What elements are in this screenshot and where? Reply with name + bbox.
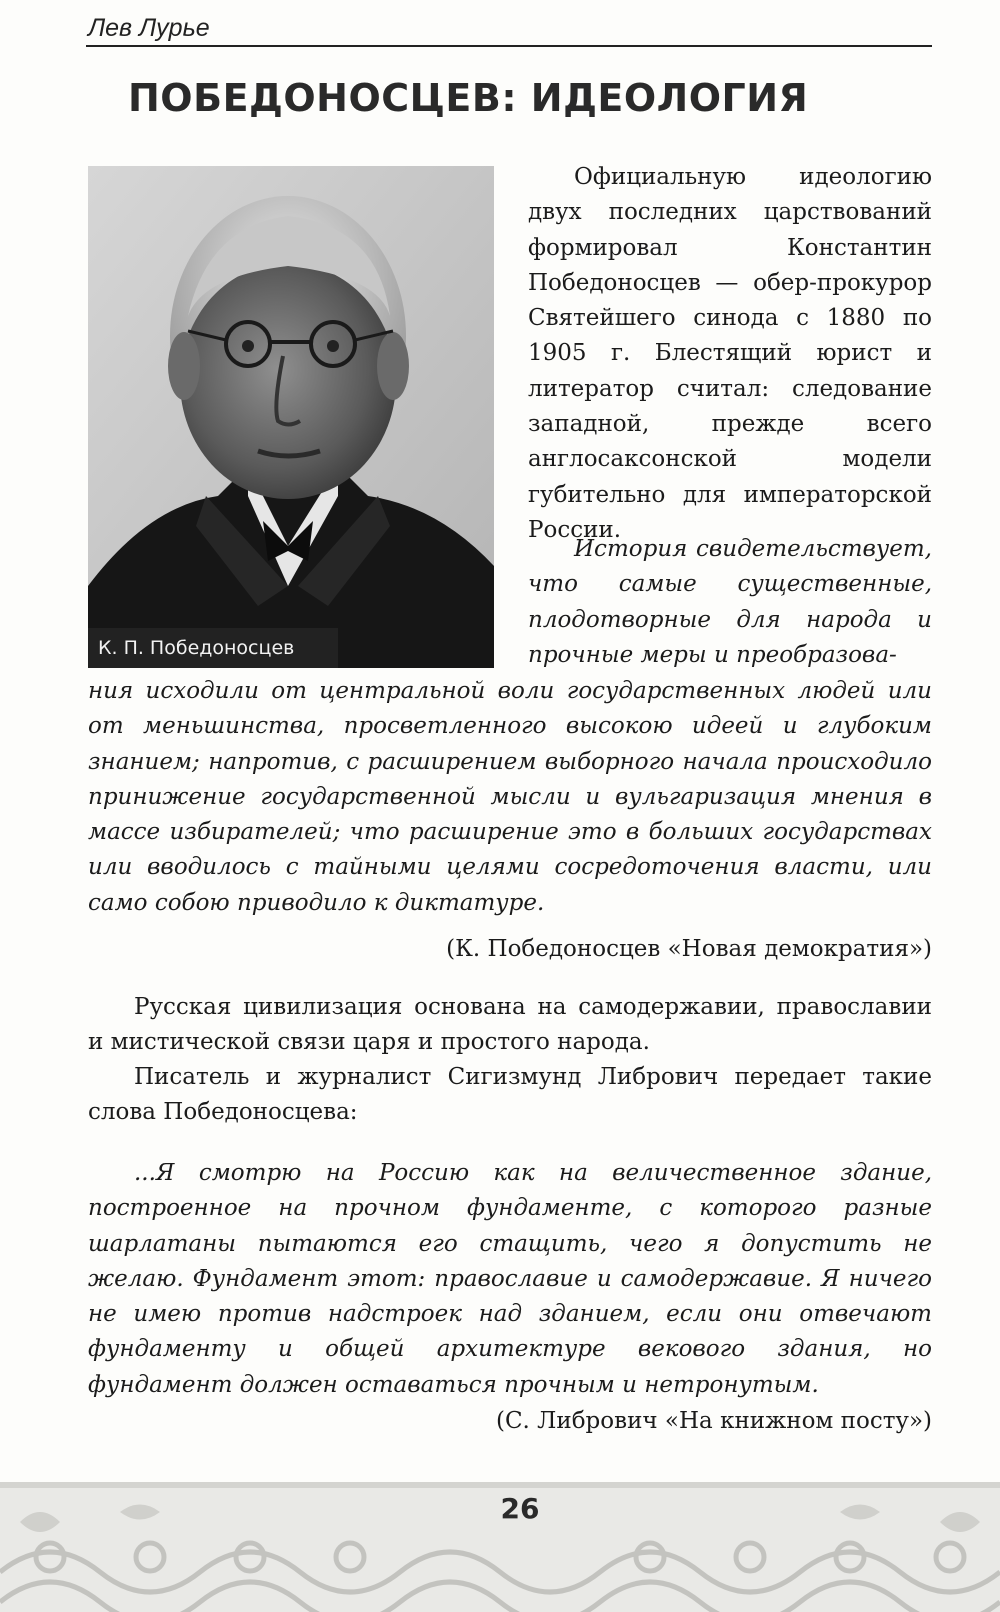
header-rule — [86, 45, 932, 47]
portrait-caption: К. П. Победоносцев — [88, 628, 338, 668]
page-number: 26 — [500, 1492, 540, 1525]
running-head-author: Лев Лурье — [88, 14, 210, 42]
quote-source-librovich: (С. Либрович «На книжном посту») — [495, 1408, 932, 1434]
quote-russia-building: ...Я смотрю на Россию как на величественное здание, построенное на прочном фундаменте, с которого разные шарлатаны пытаются его стащить, чего я допустить не желаю. Фундамент этот: православие и самодержавие. Я ничего не имею против надстроек над зданием, если они отвечают фундаменту и общей архитектуре векового здания, но фундамент должен оставаться прочным и нетронутым. — [88, 1160, 932, 1398]
quote-source-new-democracy: (К. Победоносцев «Новая демократия») — [446, 936, 932, 962]
portrait-photo — [88, 166, 494, 668]
body-paragraph-librovich: Писатель и журналист Сигизмунд Либрович передает такие слова Победоносцева: — [88, 1064, 932, 1126]
quote-pobedonostsev-head: История свидетельствует, что самые существенные, плодотворные для народа и прочные меры и преобразова- — [528, 536, 932, 668]
body-paragraph-civilization: Русская цивилизация основана на самодержавии, православии и мистической связи царя и простого народа. — [88, 994, 932, 1056]
page-title: ПОБЕДОНОСЦЕВ: ИДЕОЛОГИЯ — [128, 76, 809, 120]
quote-pobedonostsev-rest: ния исходили от центральной воли государственных людей или от меньшинства, просветленного высокою идеей и глубоким знанием; напротив, с расширением выборного начала происходило принижение государственной мысли и вульгаризация мнения в массе избирателей; что расширение это в больших государствах или вводилось с тайными целями сосредоточения власти, или само собою приводило к диктатуре. — [88, 678, 932, 916]
portrait-figure — [88, 166, 494, 668]
intro-paragraph: Официальную идеологию двух последних царствований формировал Константин Победоносцев — обер-прокурор Святейшего синода с 1880 по 1905 г. Блестящий юрист и литератор считал: следование западной, прежде всего англосаксонской модели губительно для императорской России. — [528, 164, 932, 543]
